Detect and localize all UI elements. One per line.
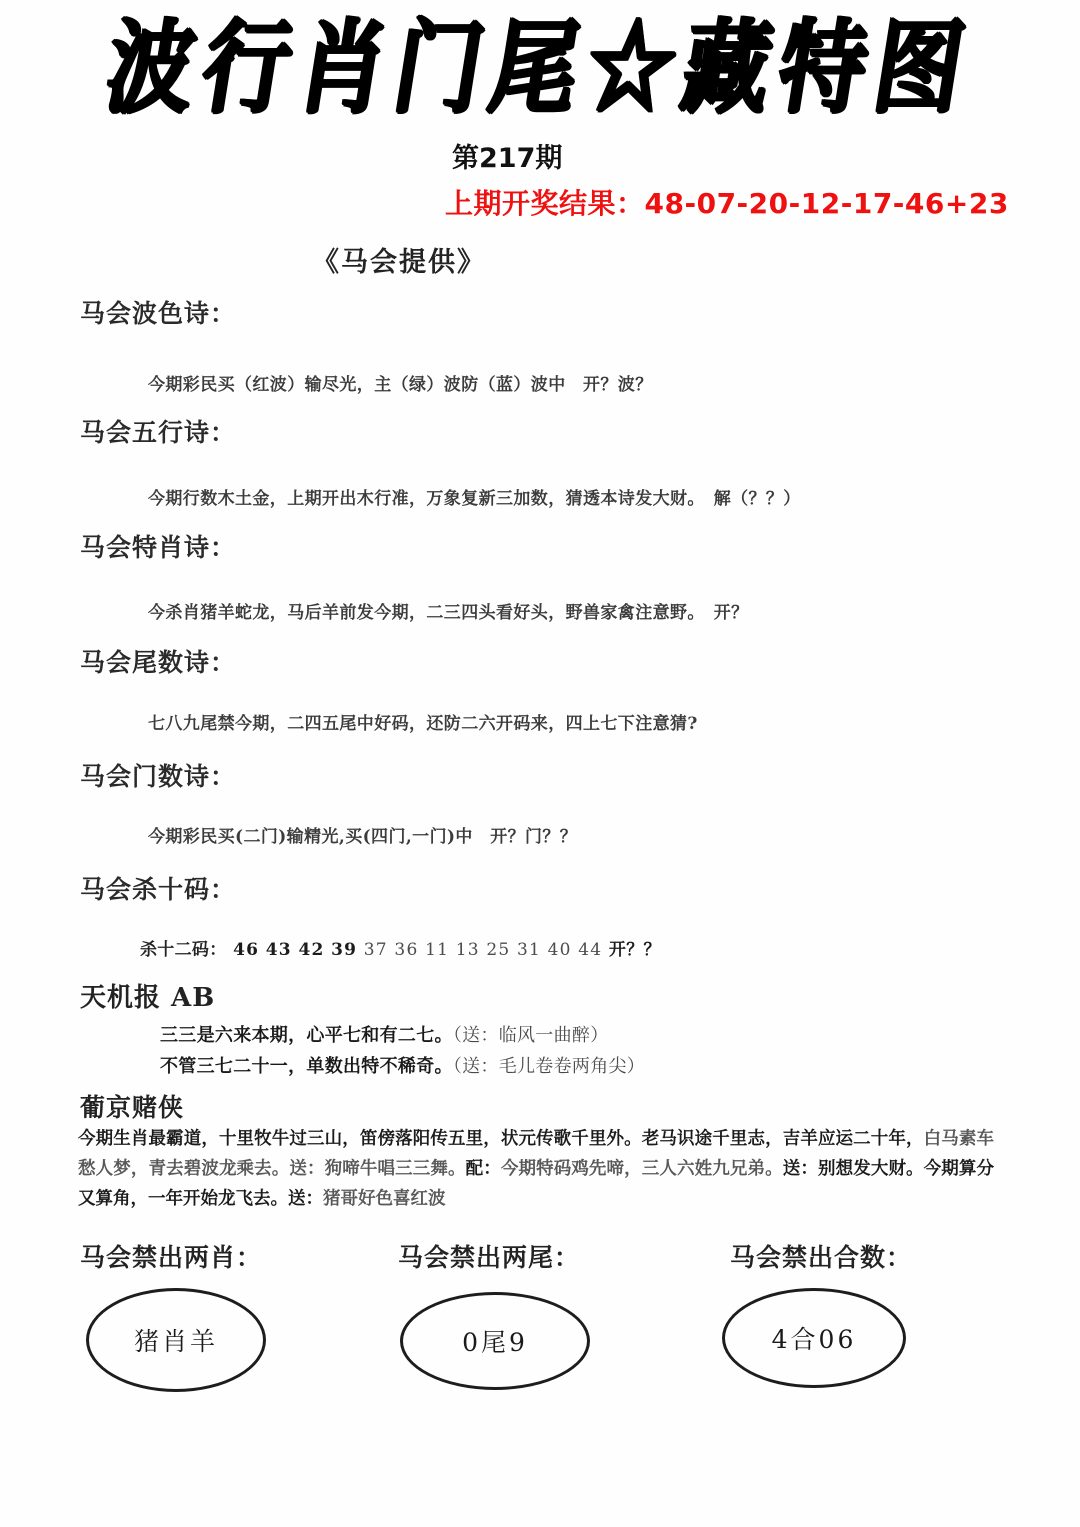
last-draw-result: 上期开奖结果：48-07-20-12-17-46+23 [445, 187, 1009, 220]
tianji-line-1 [160, 1021, 609, 1047]
pujing-text-2: 白马素车愁人梦，青去碧波龙乘去。送：狗啼牛唱三三舞。 [78, 1129, 995, 1179]
section-verse-weishu: 七八九尾禁今期，二四五尾中好码，还防二六开码来，四上七下注意猜? [148, 714, 698, 734]
section-heading-tianjibao: 天机报 AB [80, 983, 216, 1013]
pujing-body [78, 1124, 994, 1214]
section-verse-texiao: 今杀肖猪羊蛇龙，马后羊前发今期，二三四头看好头，野兽家禽注意野。 开？ [148, 603, 749, 623]
tianji-line-1-gift: （送：临风一曲醉） [452, 1025, 609, 1046]
page-title: 波行肖门尾☆藏特图 [98, 8, 982, 128]
pujing-text-1: 今期生肖最霸道，十里牧牛过三山，笛傍落阳传五里，状元传歌千里外。老马识途千里志，吉羊应运二十年， [78, 1129, 924, 1149]
kill-codes-label: 杀十二码： [140, 940, 227, 960]
forbid-label-wei: 马会禁出两尾： [398, 1243, 581, 1272]
forbid-label-heshu: 马会禁出合数： [730, 1243, 913, 1272]
pujing-text-6: 猪哥好色喜红波 [323, 1189, 446, 1209]
forbid-value-wei: 0尾9 [400, 1292, 590, 1390]
tianji-line-2-gift: （送：毛儿卷卷两角尖） [452, 1056, 646, 1077]
forbid-value-xiao: 猪肖羊 [86, 1288, 266, 1392]
kill-codes-line [140, 935, 661, 960]
section-heading-weishu: 马会尾数诗： [80, 648, 237, 677]
forbid-label-xiao: 马会禁出两肖： [80, 1243, 263, 1272]
masthead [0, 8, 1080, 128]
pujing-text-3: 配： [465, 1159, 501, 1179]
section-verse-menshu: 今期彩民买(二门)输精光,买(四门,一门)中 开？门？？ [148, 827, 578, 847]
section-heading-menshu: 马会门数诗： [80, 762, 237, 791]
section-verse-wuxing: 今期行数木土金，上期开出木行准，万象复新三加数，猜透本诗发大财。 解（？？） [148, 489, 801, 509]
section-heading-shashima: 马会杀十码： [80, 875, 237, 904]
tianji-line-1-main: 三三是六来本期，心平七和有二七。 [160, 1025, 453, 1046]
tianji-line-2-main: 不管三七二十一，单数出特不稀奇。 [160, 1056, 453, 1077]
tianji-line-2 [160, 1052, 645, 1078]
pujing-text-4: 今期特码鸡先啼，三人六姓九兄弟。 [500, 1159, 783, 1179]
section-heading-texiao: 马会特肖诗： [80, 533, 237, 562]
section-verse-bose: 今期彩民买（红波）输尽光，主（绿）波防（蓝）波中 开？波？ [148, 375, 653, 395]
issue-number: 第217期 [452, 143, 563, 174]
section-heading-pujing: 葡京赌侠 [80, 1093, 185, 1122]
section-heading-wuxing: 马会五行诗： [80, 418, 237, 447]
kill-codes-numbers: 46 43 42 39 37 36 11 13 25 31 40 44 [233, 940, 609, 960]
forbid-value-heshu: 4合06 [722, 1288, 906, 1388]
kill-codes-tail: 开？？ [608, 940, 661, 960]
pujing-text-5: 送：别想发大财。今期算分又算角，一年开始龙飞去。送： [78, 1159, 995, 1209]
provider-label: 《马会提供》 [312, 247, 486, 278]
section-heading-bose: 马会波色诗： [80, 299, 237, 328]
